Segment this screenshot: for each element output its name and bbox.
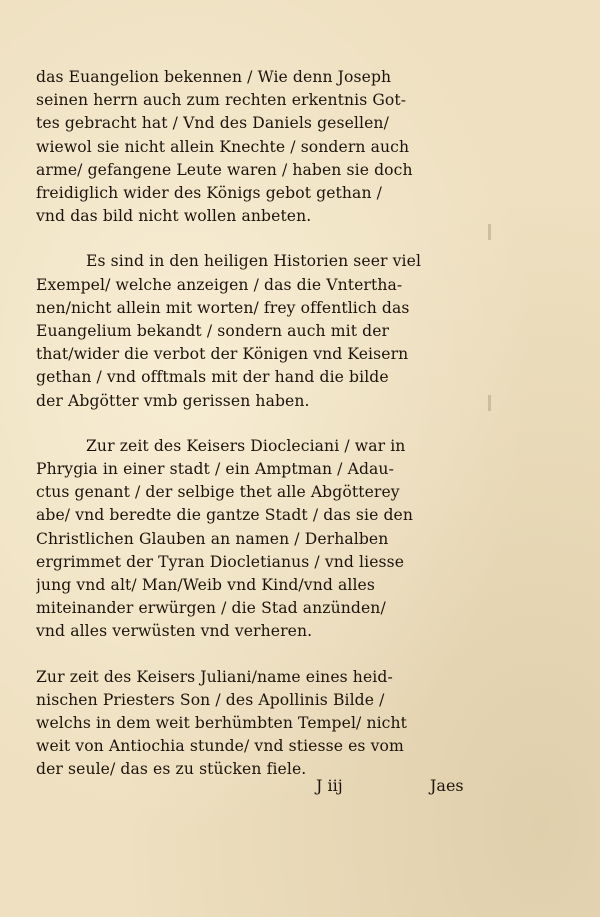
text-line: nen/nicht allein mit worten/ frey offentlich das [36, 298, 410, 317]
signature-mark: J iij [316, 776, 343, 795]
text-line: ergrimmet der Tyran Diocletianus / vnd liesse [36, 552, 405, 571]
text-line: der seule/ das es zu stücken fiele. [36, 760, 307, 779]
text-line: Exempel/ welche anzeigen / das die Vntertha- [36, 275, 403, 294]
text-line: wiewol sie nicht allein Knechte / sondern auch [36, 137, 410, 156]
text-line: Es sind in den heiligen Historien seer viel [86, 252, 422, 271]
paragraph-1 [36, 66, 492, 228]
text-line: Christlichen Glauben an namen / Derhalben [36, 529, 389, 548]
text-line: gethan / vnd offtmals mit der hand die bilde [36, 368, 389, 387]
text-line: nischen Priesters Son / des Apollinis Bilde / [36, 690, 385, 709]
margin-mark [488, 395, 491, 411]
text-line: miteinander erwürgen / die Stad anzünden/ [36, 599, 386, 618]
page-body [36, 66, 492, 782]
text-line: das Euangelion bekennen / Wie denn Joseph [36, 68, 392, 86]
text-line: ctus genant / der selbige thet alle Abgötterey [36, 483, 400, 502]
text-line: vnd das bild nicht wollen anbeten. [36, 207, 312, 226]
text-line: Zur zeit des Keisers Juliani/name eines heid- [36, 667, 393, 686]
margin-mark [488, 224, 491, 240]
text-line: welchs in dem weit berhümbten Tempel/ nicht [36, 714, 408, 733]
text-line: Zur zeit des Keisers Diocleciani / war in [86, 436, 406, 455]
text-line: abe/ vnd beredte die gantze Stadt / das sie den [36, 506, 414, 525]
text-line: jung vnd alt/ Man/Weib vnd Kind/vnd alles [36, 576, 375, 595]
text-line: tes gebracht hat / Vnd des Daniels gesellen/ [36, 114, 389, 133]
text-line: that/wider die verbot der Königen vnd Keisern [36, 345, 409, 364]
paragraph-4 [36, 666, 492, 782]
text-line: arme/ gefangene Leute waren / haben sie doch [36, 160, 413, 179]
paragraph-3 [36, 435, 492, 644]
text-line: der Abgötter vmb gerissen haben. [36, 391, 310, 410]
text-line: seinen herrn auch zum rechten erkentnis Got- [36, 91, 407, 110]
text-line: Euangelium bekandt / sondern auch mit der [36, 322, 390, 341]
text-line: weit von Antiochia stunde/ vnd stiesse es vom [36, 737, 404, 756]
page-footer [0, 776, 600, 802]
text-line: Phrygia in einer stadt / ein Amptman / Adau- [36, 460, 394, 479]
text-line: vnd alles verwüsten vnd verheren. [36, 622, 313, 641]
catchword: Jaes [430, 776, 464, 795]
paragraph-2 [36, 250, 492, 412]
text-line: freidiglich wider des Königs gebot gethan / [36, 184, 382, 203]
